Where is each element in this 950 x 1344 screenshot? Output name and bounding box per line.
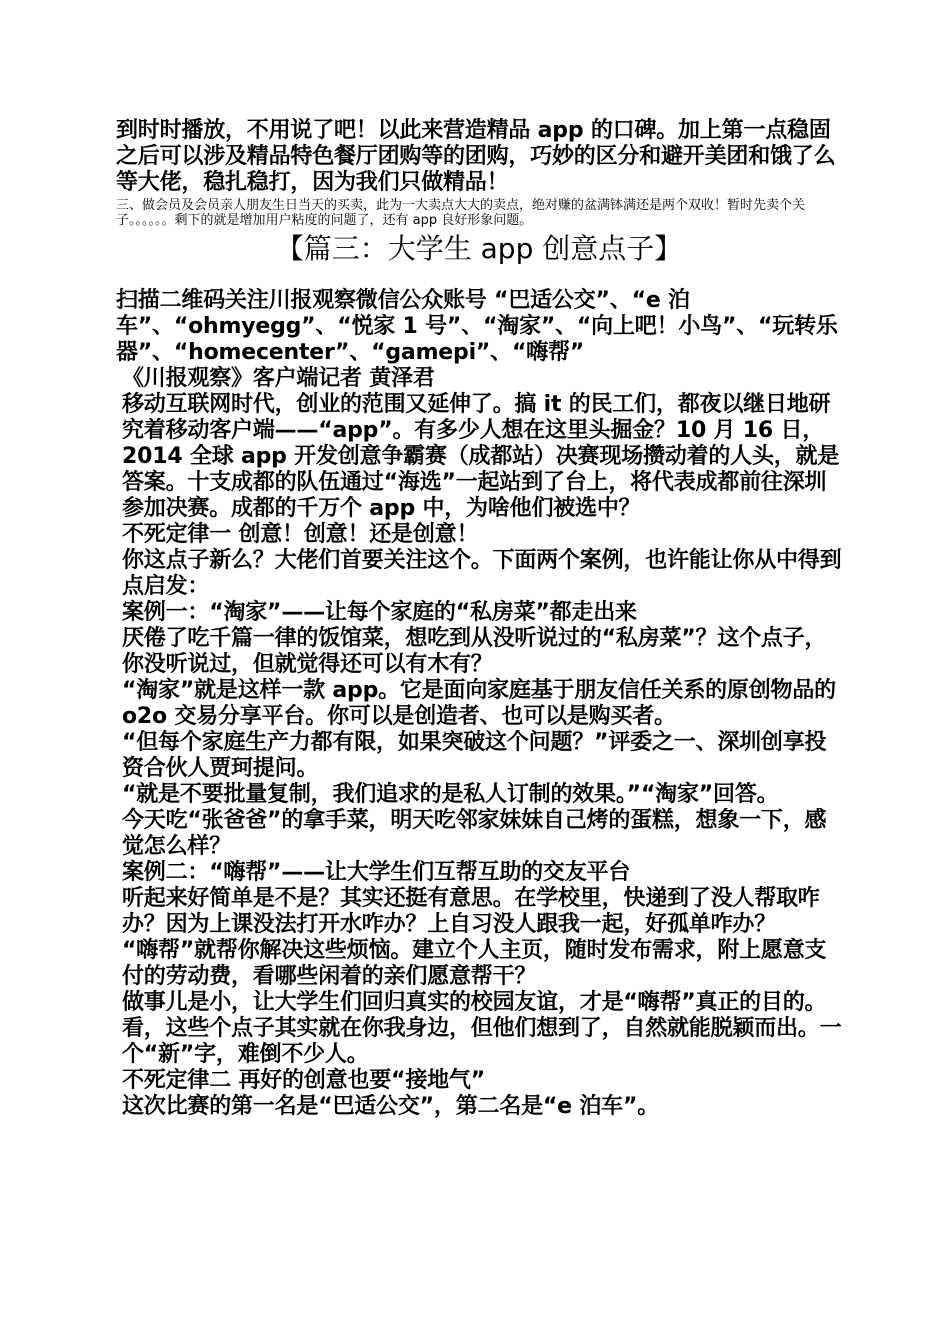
paragraph-accounts: 扫描二维码关注川报观察微信公众账号 “巴适公交”、“e 泊车”、“ohmyegg”、“悦家 1 号”、“淘家”、“向上吧！小鸟”、“玩转乐器”、“homecenter”、“gamepi”、“嗨帮”	[116, 288, 838, 365]
paragraph-body: 移动互联网时代，创业的范围又延伸了。搞 it 的民工们，都夜以继日地研究着移动客户端——“app”。有多少人想在这里头掘金？10 月 16 日，2014 全球 app 开发创意争霸赛（成都站）决赛现场攒动着的人头，就是答案。十支成都的队伍通过“海选”一起站到了台上，将代表成都前往深圳参加决赛。成都的千万个 app 中，为啥他们被选中？	[122, 392, 840, 521]
paragraph-body: 厌倦了吃千篇一律的饭馆菜，想吃到从没听说过的“私房菜”？这个点子，你没听说过，但就觉得还可以有木有？	[122, 626, 827, 677]
section-heading: 【篇三：大学生 app 创意点子】	[275, 232, 683, 265]
paragraph-body: 这次比赛的第一名是“巴适公交”，第二名是“e 泊车”。	[122, 1094, 660, 1119]
paragraph-body: “嗨帮”就帮你解决这些烦恼。建立个人主页，随时发布需求，附上愿意支付的劳动费，看哪些闲着的亲们愿意帮干？	[122, 938, 827, 989]
paragraph-body: 做事儿是小，让大学生们回归真实的校园友谊，才是“嗨帮”真正的目的。	[122, 990, 827, 1015]
paragraph-subheading: 不死定律二 再好的创意也要“接地气”	[122, 1068, 485, 1093]
document-page	[116, 118, 842, 1120]
paragraph-body: “但每个家庭生产力都有限，如果突破这个问题？”评委之一、深圳创享投资合伙人贾珂提问。	[122, 730, 827, 781]
paragraph-body: 听起来好简单是不是？其实还挺有意思。在学校里，快递到了没人帮取咋办？因为上课没法打开水咋办？上自习没人跟我一起，好孤单咋办？	[122, 886, 820, 937]
paragraph-body: 你这点子新么？大佬们首要关注这个。下面两个案例，也许能让你从中得到点启发：	[122, 548, 842, 599]
paragraph-subheading: 不死定律一 创意！创意！还是创意！	[122, 522, 479, 547]
paragraph-note: 三、做会员及会员亲人朋友生日当天的买卖，此为一大卖点大大的卖点，绝对赚的盆满钵满还是两个双收！暂时先卖个关子。。。。。。剩下的就是增加用户粘度的问题了，还有 app 良好形象问题。	[116, 198, 806, 228]
paragraph-case-title: 案例二：“嗨帮”——让大学生们互帮互助的交友平台	[122, 860, 631, 885]
paragraph-body: “淘家”就是这样一款 app。它是面向家庭基于朋友信任关系的原创物品的 o2o 交易分享平台。你可以是创造者、也可以是购买者。	[122, 678, 836, 729]
paragraph-intro: 到时时播放，不用说了吧！以此来营造精品 app 的口碑。加上第一点稳固之后可以涉及精品特色餐厅团购等的团购，巧妙的区分和避开美团和饿了么等大佬，稳扎稳打，因为我们只做精品！	[116, 118, 836, 195]
paragraph-case-title: 案例一：“淘家”——让每个家庭的“私房菜”都走出来	[122, 600, 637, 625]
paragraph-byline: 《川报观察》客户端记者 黄泽君	[122, 366, 435, 391]
paragraph-body: 看，这些个点子其实就在你我身边，但他们想到了，自然就能脱颖而出。一个“新”字，难倒不少人。	[122, 1016, 842, 1067]
paragraph-body: 今天吃“张爸爸”的拿手菜，明天吃邻家妹妹自己烤的蛋糕，想象一下，感觉怎么样？	[122, 808, 827, 859]
paragraph-body: “就是不要批量复制，我们追求的是私人订制的效果。”“淘家”回答。	[122, 782, 779, 807]
